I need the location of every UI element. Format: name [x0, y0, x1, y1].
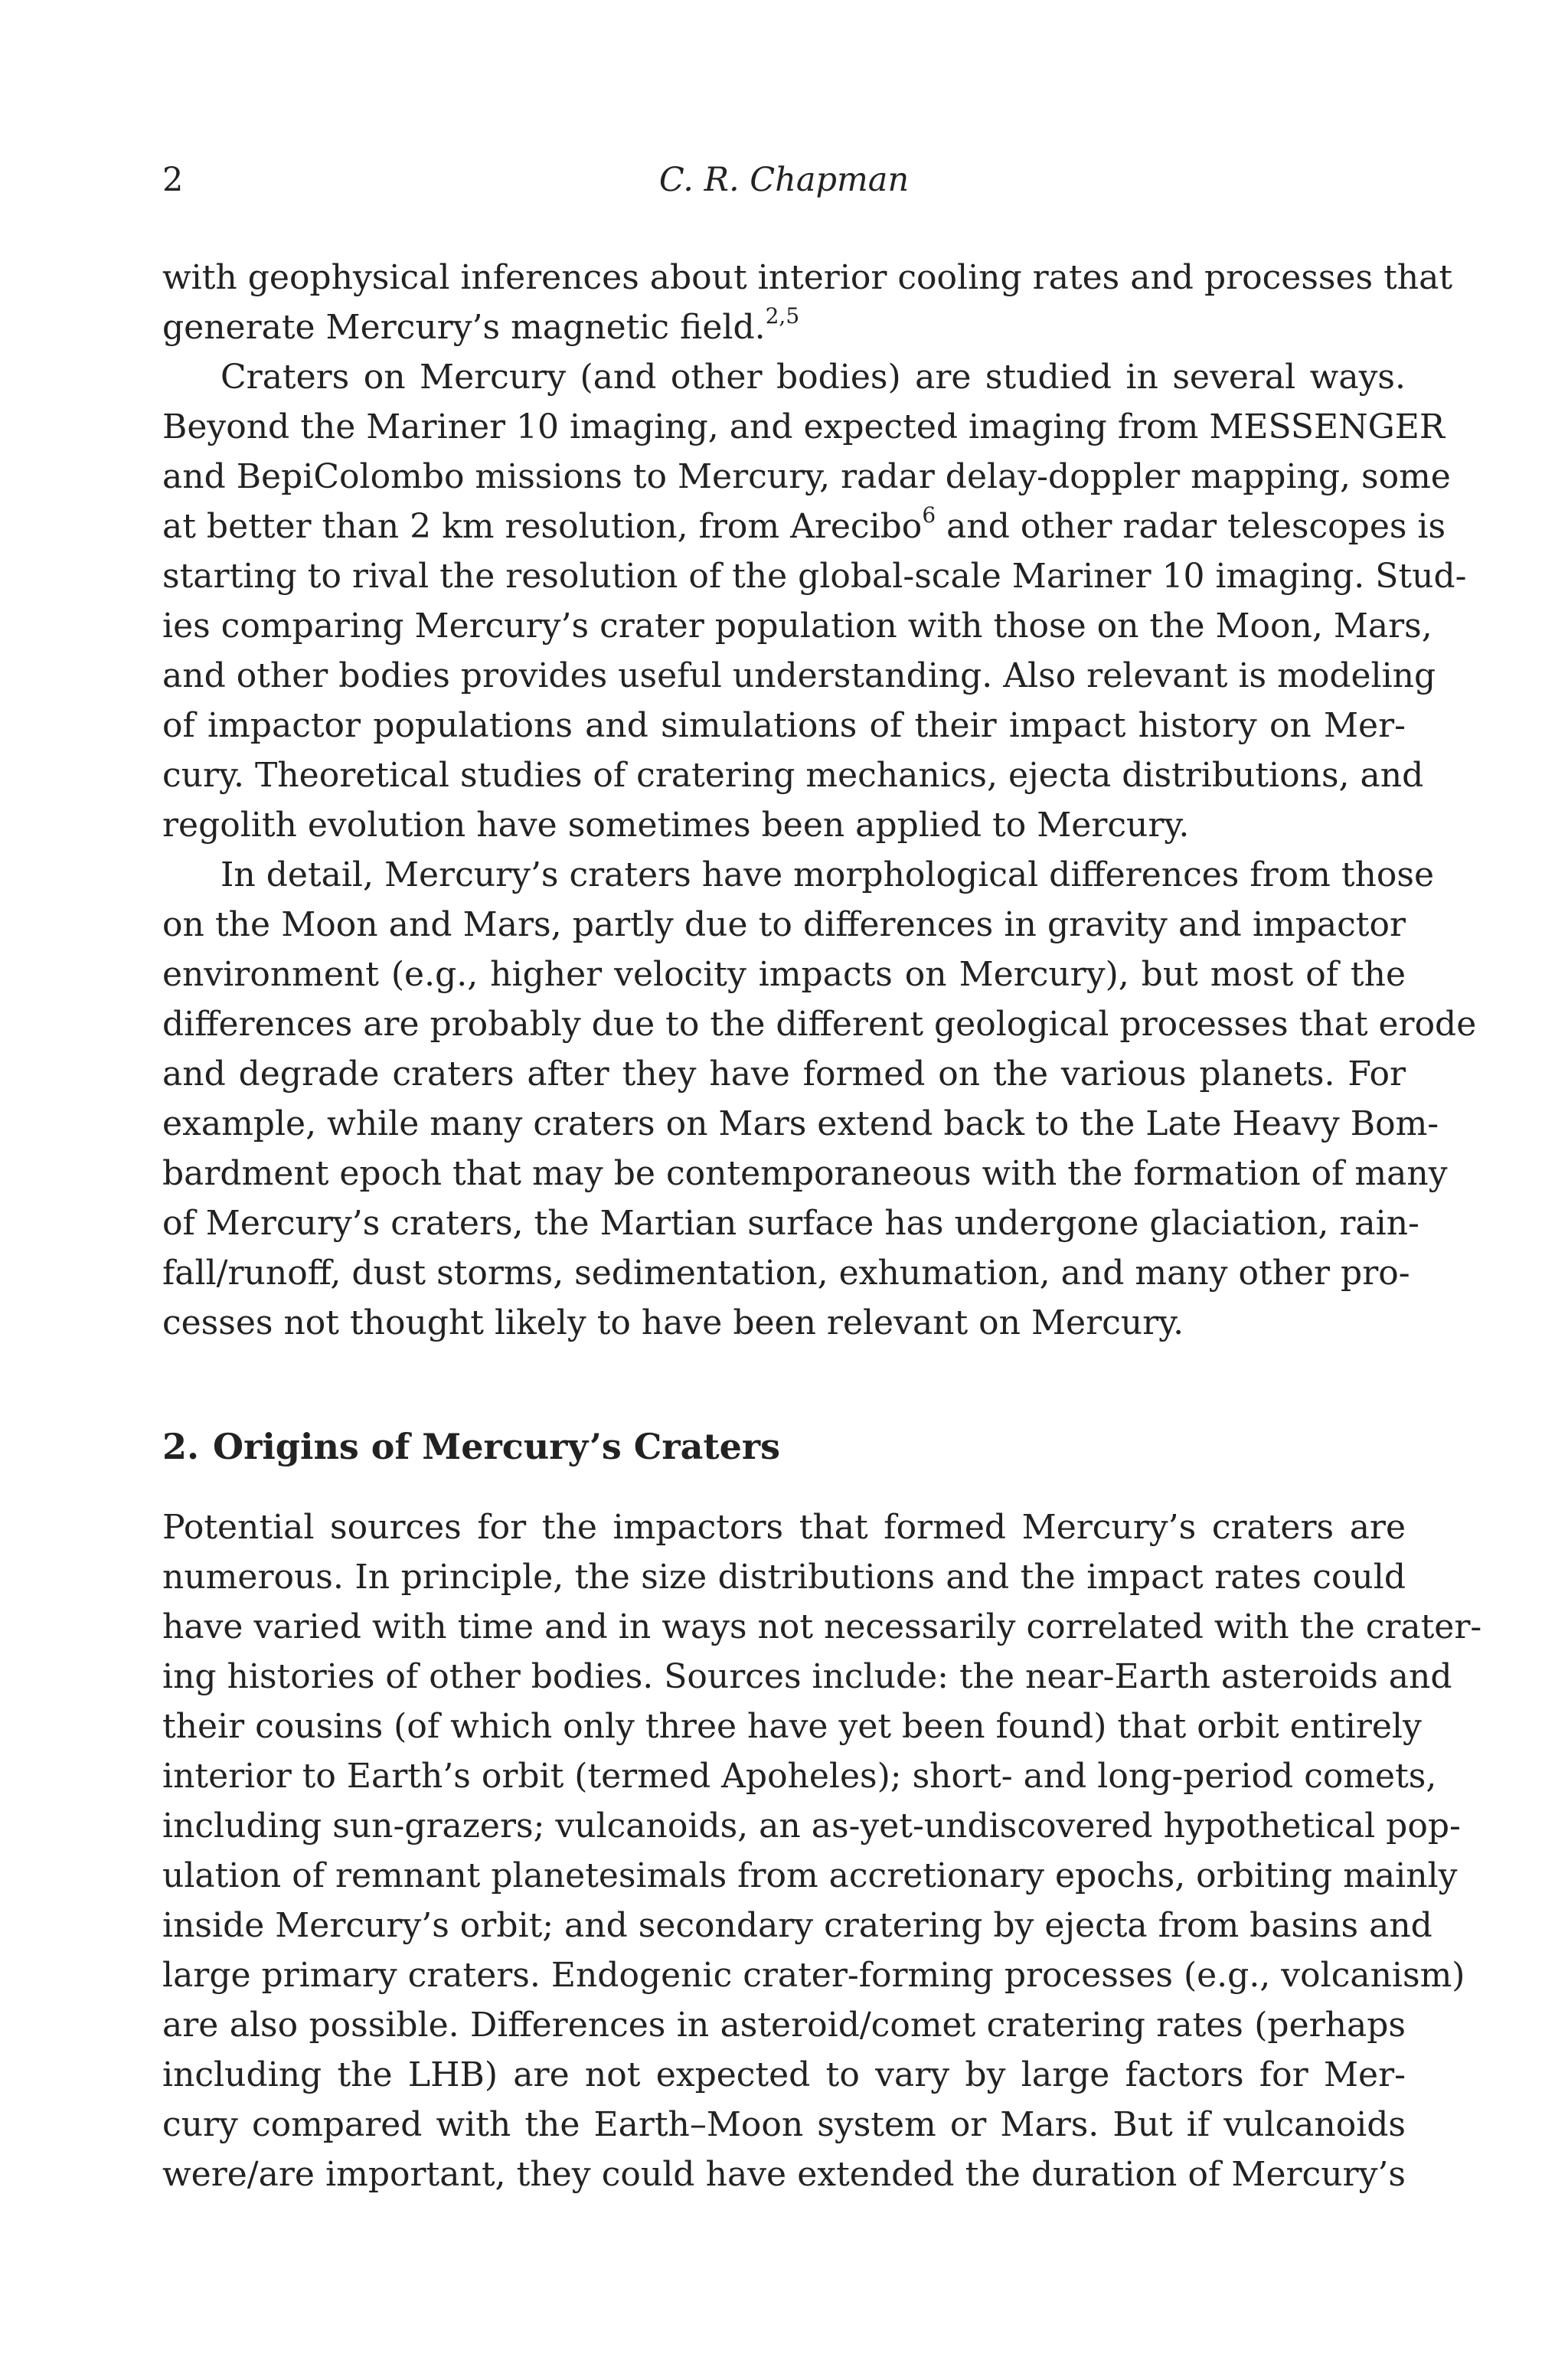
page-header [162, 161, 1406, 207]
text-span: and other radar telescopes is [936, 507, 1446, 546]
page-number: 2 [162, 161, 184, 199]
paragraph-3 [162, 850, 1477, 1348]
text-line: and degrade craters after they have formed on the various planets. For [162, 1054, 1406, 1094]
text-line: interior to Earth’s orbit (termed Apoheles); short- and long-period comets, [162, 1757, 1437, 1796]
text-line: differences are probably due to the different geological processes that erode [162, 1005, 1477, 1044]
text-line: their cousins (of which only three have yet been found) that orbit entirely [162, 1707, 1422, 1746]
paragraph-4 [162, 1502, 1482, 2199]
text-span: at better than 2 km resolution, from Arecibo [162, 507, 923, 546]
text-line: Beyond the Mariner 10 imaging, and expected imaging from MESSENGER [162, 407, 1446, 446]
text-line: example, while many craters on Mars extend back to the Late Heavy Bom- [162, 1104, 1439, 1143]
text-line: starting to rival the resolution of the global-scale Mariner 10 imaging. Stud- [162, 557, 1467, 596]
text-line [162, 502, 1446, 551]
text-line: with geophysical inferences about interior cooling rates and processes that [162, 258, 1453, 297]
section-title: Origins of Mercury’s Craters [213, 1426, 781, 1467]
text-line: including the LHB) are not expected to vary by large factors for Mer- [162, 2055, 1406, 2094]
text-line: In detail, Mercury’s craters have morphological differences from those [220, 855, 1434, 894]
section-number: 2. [162, 1426, 200, 1467]
text-line: and BepiColombo missions to Mercury, radar delay-doppler mapping, some [162, 457, 1451, 496]
text-line: ing histories of other bodies. Sources include: the near-Earth asteroids and [162, 1657, 1452, 1696]
section-heading [162, 1426, 780, 1467]
text-line: were/are important, they could have extended the duration of Mercury’s [162, 2155, 1406, 2194]
text-span: generate Mercury’s magnetic field. [162, 308, 766, 347]
text-line: are also possible. Differences in asteroid/comet cratering rates (perhaps [162, 2006, 1406, 2045]
text-line: including sun-grazers; vulcanoids, an as-yet-undiscovered hypothetical pop- [162, 1806, 1461, 1846]
text-line: large primary craters. Endogenic crater-forming processes (e.g., volcanism) [162, 1956, 1465, 1995]
paragraph-1 [162, 253, 1453, 352]
text-line: Potential sources for the impactors that formed Mercury’s craters are [162, 1508, 1406, 1547]
text-line: and other bodies provides useful understanding. Also relevant is modeling [162, 656, 1436, 695]
text-line: cury compared with the Earth–Moon system or Mars. But if vulcanoids [162, 2105, 1406, 2144]
text-line: on the Moon and Mars, partly due to differences in gravity and impactor [162, 905, 1406, 944]
text-line: Craters on Mercury (and other bodies) are studied in several ways. [220, 358, 1406, 397]
text-line: cury. Theoretical studies of cratering mechanics, ejecta distributions, and [162, 756, 1424, 795]
text-line: have varied with time and in ways not necessarily correlated with the crater- [162, 1607, 1482, 1646]
text-line: fall/runoff, dust storms, sedimentation, exhumation, and many other pro- [162, 1254, 1410, 1293]
text-line: numerous. In principle, the size distributions and the impact rates could [162, 1558, 1406, 1597]
citation-superscript: 2,5 [765, 303, 800, 329]
text-line: cesses not thought likely to have been relevant on Mercury. [162, 1303, 1184, 1342]
paragraph-2 [162, 352, 1467, 850]
text-line: ies comparing Mercury’s crater population with those on the Moon, Mars, [162, 606, 1432, 646]
text-line: regolith evolution have sometimes been applied to Mercury. [162, 806, 1190, 845]
text-line: of Mercury’s craters, the Martian surface has undergone glaciation, rain- [162, 1204, 1419, 1243]
citation-superscript: 6 [922, 502, 936, 528]
running-head: C. R. Chapman [658, 161, 910, 199]
text-line: of impactor populations and simulations of their impact history on Mer- [162, 706, 1406, 745]
text-line: ulation of remnant planetesimals from accretionary epochs, orbiting mainly [162, 1856, 1458, 1895]
text-line: bardment epoch that may be contemporaneous with the formation of many [162, 1154, 1448, 1193]
text-line: inside Mercury’s orbit; and secondary cratering by ejecta from basins and [162, 1906, 1432, 1945]
text-line [162, 302, 1406, 352]
text-line: environment (e.g., higher velocity impacts on Mercury), but most of the [162, 955, 1406, 994]
